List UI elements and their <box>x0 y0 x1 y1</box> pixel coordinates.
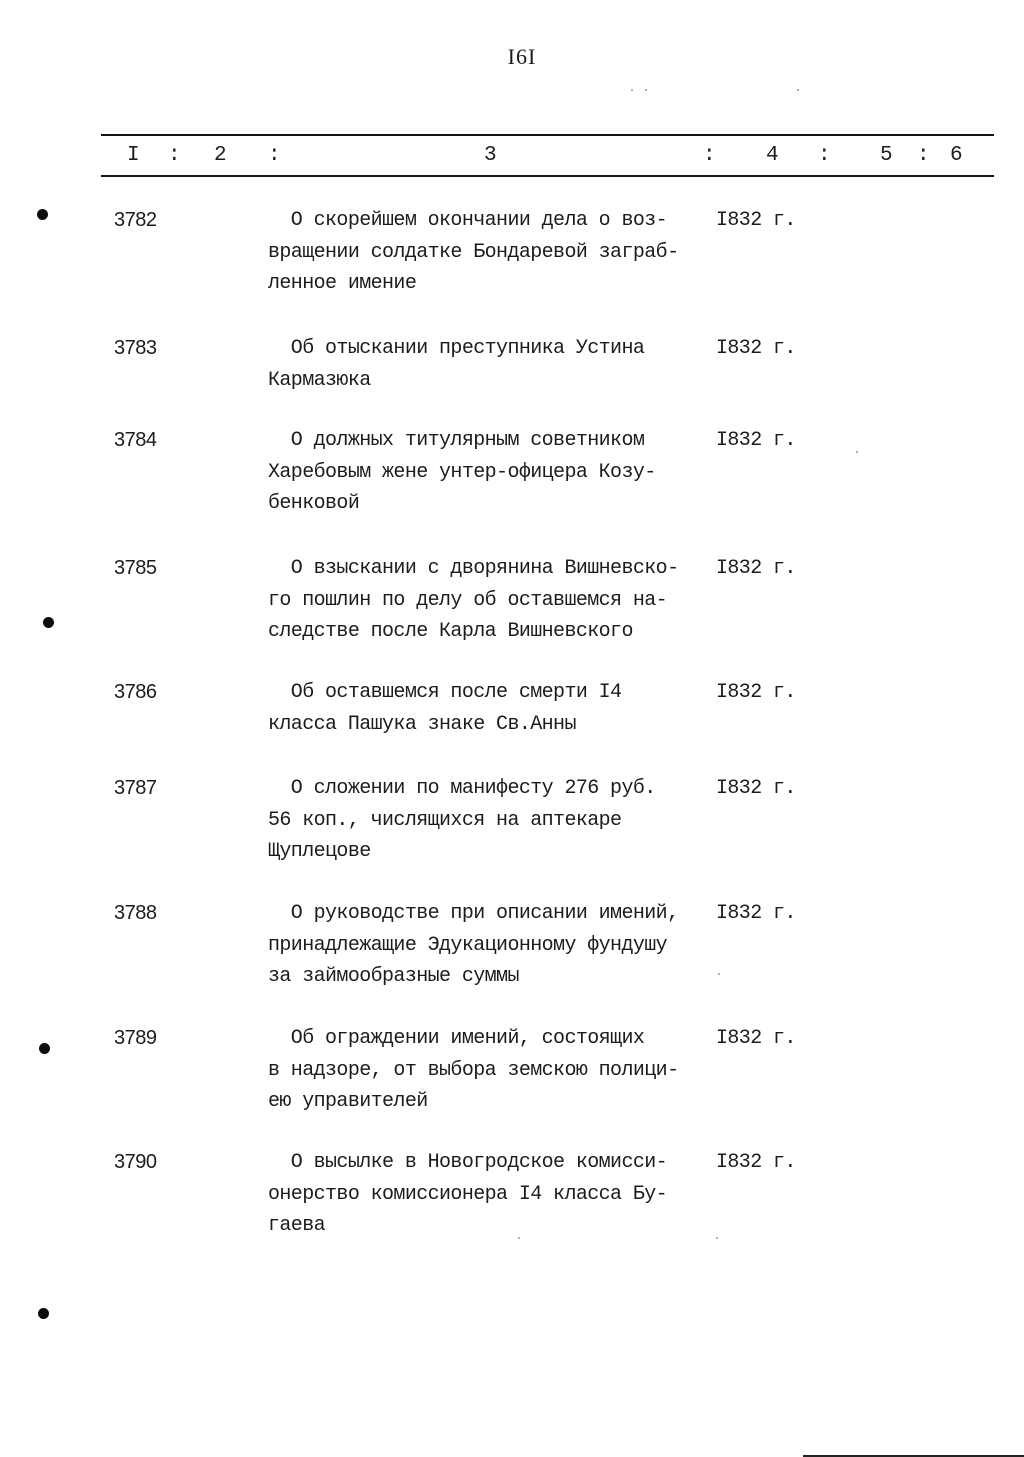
entry-number: 3786 <box>114 681 157 703</box>
column-separator: : <box>917 144 930 167</box>
description-line: гаева <box>268 1214 326 1237</box>
entry-number: 3788 <box>114 902 157 924</box>
description-line: О взыскании с дворянина Вишневско- <box>268 557 679 580</box>
description-line: О должных титулярным советником <box>268 429 645 452</box>
description-line: онерство комиссионера I4 класса Бу- <box>268 1182 668 1206</box>
column-header-3: 3 <box>484 144 497 167</box>
column-separator: : <box>268 144 281 167</box>
entry-year: I832 г. <box>716 337 796 360</box>
column-header-4: 4 <box>766 144 779 167</box>
column-header-2: 2 <box>214 144 227 167</box>
entry-year: I832 г. <box>716 557 796 580</box>
entry-description <box>268 773 656 868</box>
page-number: I6I <box>507 44 537 69</box>
entry-year: I832 г. <box>716 209 796 232</box>
punch-hole-mark <box>38 1308 49 1319</box>
entry-description <box>268 898 678 993</box>
description-line: ею управителей <box>268 1090 428 1113</box>
header-rule-bottom <box>101 175 994 177</box>
description-line: бенковой <box>268 492 360 515</box>
entry-description <box>268 205 678 300</box>
description-line: 56 коп., числящихся на аптекаре <box>268 808 622 832</box>
entry-year: I832 г. <box>716 429 796 452</box>
entry-number: 3787 <box>114 777 157 799</box>
header-rule-top <box>101 134 994 136</box>
scan-speck <box>645 89 647 91</box>
column-separator: : <box>168 144 181 167</box>
column-header-1: I <box>127 144 140 167</box>
description-line: Об ограждении имений, состоящих <box>268 1027 645 1050</box>
entry-number: 3785 <box>114 557 157 579</box>
column-header-5: 5 <box>880 144 893 167</box>
description-line: О скорейшем окончании дела о воз- <box>268 209 668 232</box>
entry-year: I832 г. <box>716 1027 796 1050</box>
description-line: вращении солдатке Бондаревой заграб- <box>268 240 679 264</box>
description-line: класса Пашука знаке Св.Анны <box>268 712 576 736</box>
column-header-6: 6 <box>950 144 963 167</box>
scan-speck <box>716 1237 718 1239</box>
punch-hole-mark <box>37 209 48 220</box>
entry-year: I832 г. <box>716 777 796 800</box>
description-line: Об оставшемся после смерти I4 <box>268 681 622 704</box>
description-line: ленное имение <box>268 272 417 295</box>
scan-speck <box>518 1237 520 1239</box>
description-line: в надзоре, от выбора земскою полици- <box>268 1058 679 1082</box>
entry-description <box>268 1023 678 1118</box>
scan-speck <box>718 973 720 975</box>
entry-year: I832 г. <box>716 681 796 704</box>
column-separator: : <box>703 144 716 167</box>
description-line: О сложении по манифесту 276 руб. <box>268 777 656 800</box>
entry-description <box>268 425 656 520</box>
entry-description <box>268 333 644 396</box>
description-line: принадлежащие Эдукационному фундушу <box>268 933 668 957</box>
description-line: Об отыскании преступника Устина <box>268 337 645 360</box>
entry-number: 3790 <box>114 1151 157 1173</box>
description-line: Кармазюка <box>268 368 371 392</box>
entry-number: 3783 <box>114 337 157 359</box>
description-line: го пошлин по делу об оставшемся на- <box>268 588 668 612</box>
scan-speck <box>631 89 633 91</box>
entry-description <box>268 1147 667 1242</box>
scan-speck <box>856 451 858 453</box>
description-line: Харебовым жене унтер-офицера Козу- <box>268 460 656 484</box>
entry-year: I832 г. <box>716 1151 796 1174</box>
description-line: О высылке в Новогродское комисси- <box>268 1151 668 1174</box>
description-line: следстве после Карла Вишневского <box>268 620 633 643</box>
entry-number: 3782 <box>114 209 157 231</box>
description-line: О руководстве при описании имений, <box>268 902 679 925</box>
punch-hole-mark <box>39 1043 50 1054</box>
punch-hole-mark <box>43 617 54 628</box>
entry-year: I832 г. <box>716 902 796 925</box>
entry-description <box>268 553 678 648</box>
scan-speck <box>797 89 799 91</box>
entry-number: 3789 <box>114 1027 157 1049</box>
description-line: Щуплецове <box>268 840 371 863</box>
description-line: за займообразные суммы <box>268 965 519 988</box>
column-separator: : <box>818 144 831 167</box>
entry-description <box>268 677 621 740</box>
entry-number: 3784 <box>114 429 157 451</box>
